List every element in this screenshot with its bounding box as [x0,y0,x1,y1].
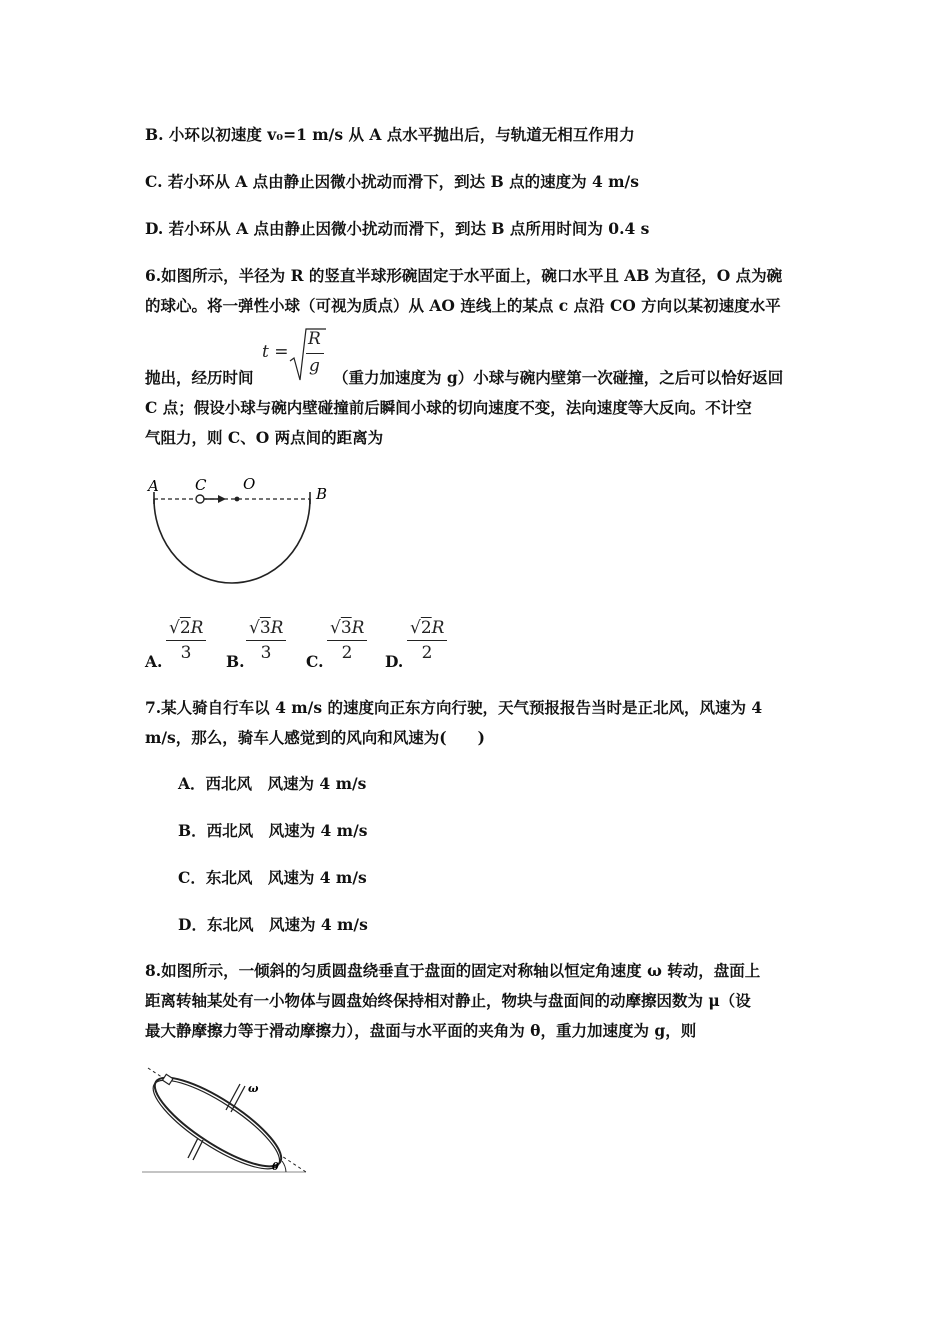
theta-label: θ [272,1162,279,1173]
q5-option-c: C. 若小环从 A 点由静止因微小扰动而滑下，到达 B 点的速度为 4 m/s [145,172,639,191]
q8-text-line-3: 最大静摩擦力等于滑动摩擦力），盘面与水平面的夹角为 θ，重力加速度为 g，则 [145,1021,697,1040]
q7-text-line-1: 7.某人骑自行车以 4 m/s 的速度向正东方向行驶，天气预报报告当时是正北风，风速为 4 [145,698,763,717]
q6-text-line-1: 6.如图所示，半径为 R 的竖直半球形碗固定于水平面上，碗口水平且 AB 为直径，O 点为碗 [145,266,783,285]
q8-text-line-1: 8.如图所示，一倾斜的匀质圆盘绕垂直于盘面的固定对称轴以恒定角速度 ω 转动，盘面上 [145,961,761,980]
q7-text-line-2: m/s，那么，骑车人感觉到的风向和风速为( ) [145,728,485,747]
q7-option-c: C．东北风 风速为 4 m/s [178,868,367,887]
option-fraction: $\frac{√2R}{2}$ [407,618,447,663]
label-o: O [243,475,256,493]
angle-arc [282,1161,286,1172]
option-label: D. [385,652,404,671]
radicand: 2 [420,618,432,638]
label-c: C [195,476,207,494]
option-fraction: $\frac{√3R}{2}$ [327,618,367,663]
denominator: 3 [180,643,192,663]
option-fraction: $\frac{√3R}{3}$ [246,618,286,663]
label-a: A [148,477,159,495]
variable: R [270,618,284,638]
variable: R [431,618,445,638]
formula-denominator: g [309,356,320,376]
option-label: A. [145,652,163,671]
denominator: 3 [260,643,272,663]
omega-label: ω [248,1082,259,1095]
radicand: 3 [340,618,352,638]
bowl-figure [140,472,340,592]
q6-text-line-5: 气阻力，则 C、O 两点间的距离为 [145,428,384,447]
center-o [235,497,240,502]
q6-text-line-3a: 抛出，经历时间 [145,368,254,387]
q5-option-b: B. 小环以初速度 v₀=1 m/s 从 A 点水平抛出后，与轨道无相互作用力 [145,125,635,144]
option-label: C. [306,652,324,671]
ball-c [196,495,204,503]
label-b: B [316,485,328,503]
variable: R [190,618,204,638]
q7-option-b: B．西北风 风速为 4 m/s [178,821,368,840]
variable: R [351,618,365,638]
q7-option-a: A．西北风 风速为 4 m/s [178,774,367,793]
bowl-arc [154,499,310,583]
tilted-disc-figure [140,1062,310,1180]
denominator: 2 [341,643,353,663]
q6-text-line-2: 的球心。将一弹性小球（可视为质点）从 AO 连线上的某点 c 点沿 CO 方向以某初速度水平 [145,296,781,315]
q6-text-line-4: C 点；假设小球与碗内壁碰撞前后瞬间小球的切向速度不变，法向速度等大反向。不计空 [145,398,752,417]
q6-text-line-3b: （重力加速度为 g）小球与碗内壁第一次碰撞，之后可以恰好返回 [333,368,784,387]
q5-option-d: D. 若小环从 A 点由静止因微小扰动而滑下，到达 B 点所用时间为 0.4 s [145,219,650,238]
option-fraction: $\frac{√2R}{3}$ [166,618,206,663]
q6-time-formula [262,327,332,387]
option-label: B. [226,652,245,671]
q8-text-line-2: 距离转轴某处有一小物体与圆盘始终保持相对静止，物块与盘面间的动摩擦因数为 μ（设 [145,991,751,1010]
radicand: 3 [259,618,271,638]
formula-t: t = [262,342,289,362]
q7-option-d: D．东北风 风速为 4 m/s [178,915,368,934]
formula-numerator: R [308,329,321,349]
denominator: 2 [421,643,433,663]
radicand: 2 [179,618,191,638]
